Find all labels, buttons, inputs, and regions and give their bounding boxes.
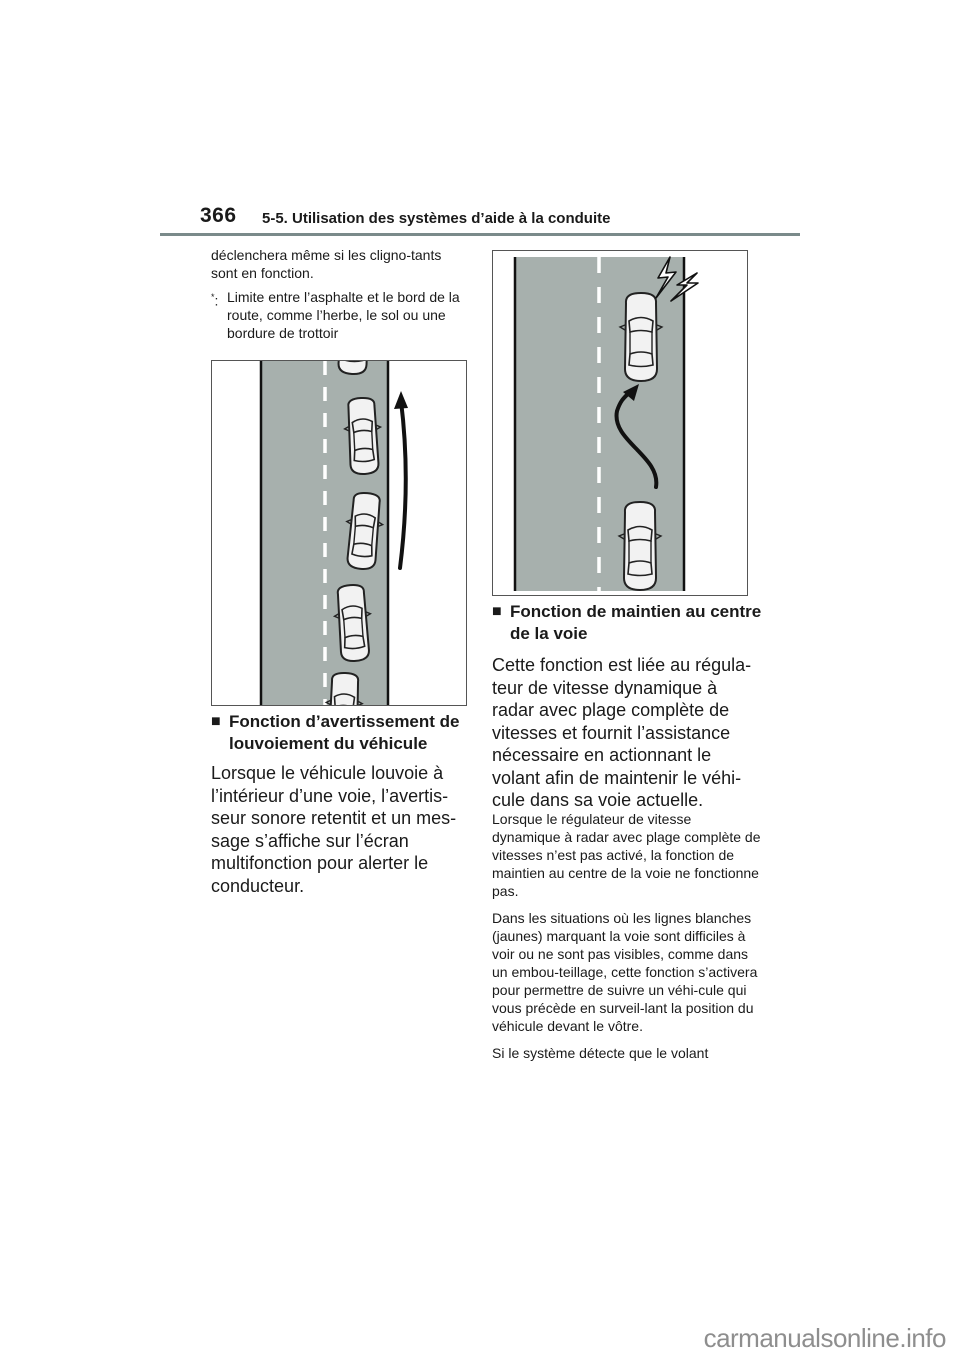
heading-bullet: ■ <box>492 603 502 620</box>
heading-sway-warning <box>211 711 489 755</box>
figure-lane-centering <box>492 250 748 596</box>
footnote-text: Limite entre l’asphalte et le bord de la route, comme l’herbe, le sol ou une bordure de trottoir <box>227 289 460 341</box>
heading-bullet: ■ <box>211 713 221 730</box>
heading-lane-centering <box>492 601 780 645</box>
section-title: 5-5. Utilisation des systèmes d’aide à la conduite <box>262 210 611 227</box>
car-icon <box>620 293 662 381</box>
body-sway-warning: Lorsque le véhicule louvoie à l’intérieur d’une voie, l’avertis-seur sonore retentit et un mes-sage s’affiche sur l’écran multifonction pour alerter le conducteur. <box>211 763 457 896</box>
continuation-text: déclenchera même si les cligno-tants sont en fonction. <box>211 247 442 281</box>
note-1: Lorsque le régulateur de vitesse dynamique à radar avec plage complète de vitesses n’est pas activé, la fonction de maintien au centre de la voie ne fonctionne pas. <box>492 811 761 899</box>
arrow-icon <box>400 401 406 568</box>
left-column-intro <box>211 246 471 342</box>
arrow-head-icon <box>394 391 408 409</box>
note-3: Si le système détecte que le volant <box>492 1045 709 1061</box>
heading-sway-warning-text: Fonction d’avertissement de louvoiement du véhicule <box>229 712 460 753</box>
footnote-mark: *: <box>211 292 219 309</box>
header-rule <box>160 233 800 236</box>
figure-vehicle-sway-svg <box>212 361 467 706</box>
footnote <box>211 288 471 342</box>
heading-lane-centering-text: Fonction de maintien au centre de la voie <box>510 602 762 643</box>
page-number: 366 <box>200 204 237 227</box>
car-icon <box>619 502 661 590</box>
note-2: Dans les situations où les lignes blanches (jaunes) marquant la voie sont difficiles à voir ou ne sont pas visibles, comme dans un embou-teillage, cette fonction s’activera pour permettre de suivre un véhi-cule qui vous précède en surveil-lant la position du véhicule devant le vôtre. <box>492 910 758 1034</box>
body-lane-centering: Cette fonction est liée au régula-teur de vitesse dynamique à radar avec plage complète de vitesses et fournit l’assistance nécessaire en actionnant le volant afin de maintenir le véhi-cule dans sa voie actuelle. <box>492 655 752 810</box>
watermark: carmanualsonline.info <box>703 1323 946 1353</box>
notes-lane-centering <box>492 810 762 1071</box>
figure-lane-centering-svg <box>493 251 748 596</box>
figure-vehicle-sway <box>211 360 467 706</box>
